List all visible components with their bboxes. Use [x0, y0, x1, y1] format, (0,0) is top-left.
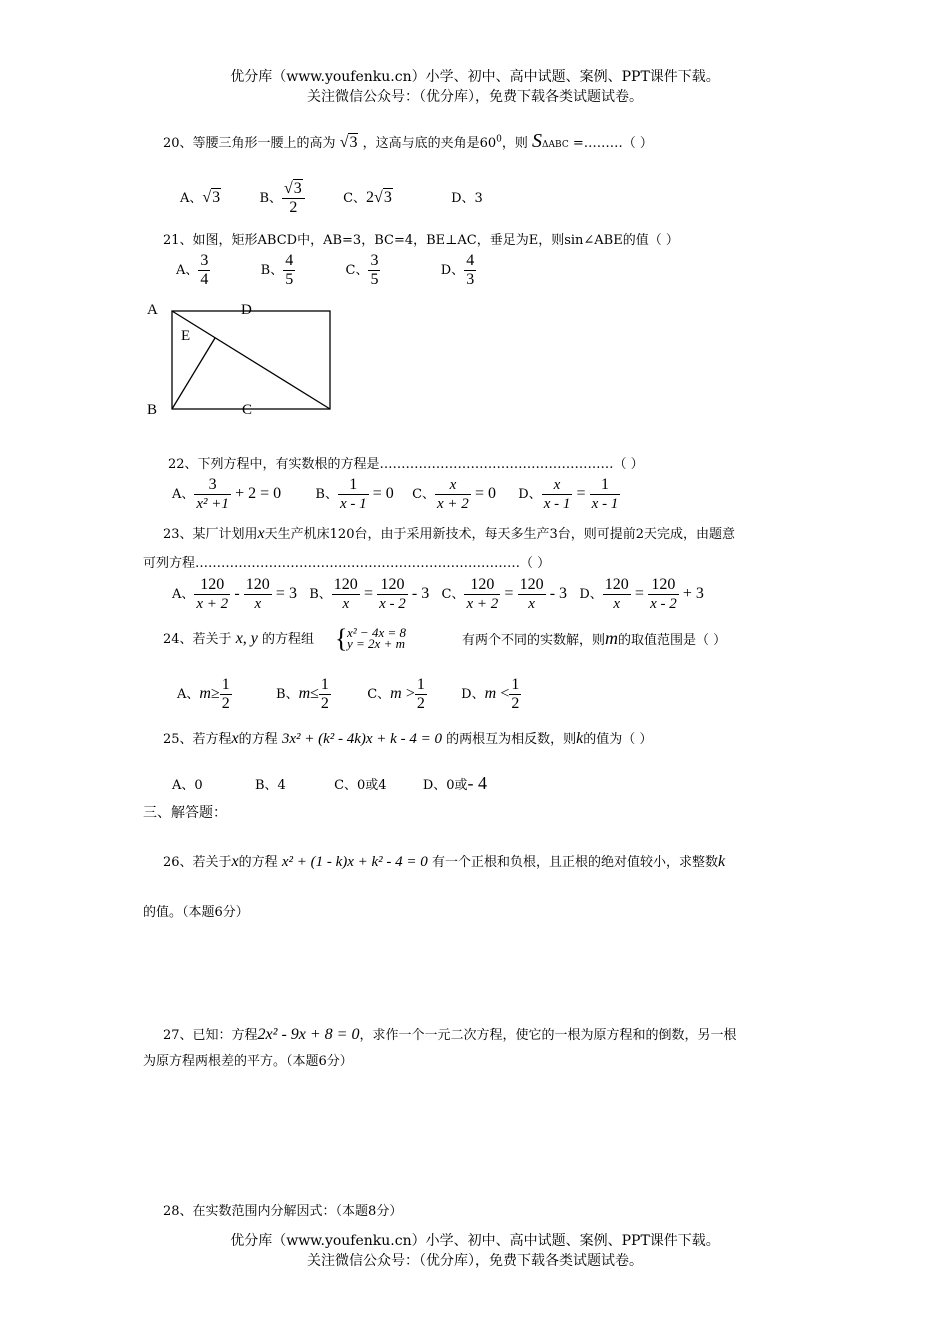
q21-option-c[interactable]: C、 $\frac{3}{5}$ [345, 252, 379, 288]
q25-option-d[interactable]: D、0或- 4 [422, 773, 488, 793]
q22-option-a[interactable]: A、 $\frac{3}{\text{x² +1}}$ + 2 = 0 [172, 476, 282, 512]
equation-q27: 2x² - 9x + 8 = 0 [257, 1026, 360, 1043]
question-24: 24、若关于 x, y 的方程组 [163, 630, 315, 647]
question-27-line-2: 为原方程两根差的平方。（本题6分） [143, 1054, 353, 1069]
q25-options [172, 773, 487, 794]
equation-q25: 3x² + (k² - 4k)x + k - 4 = 0 [281, 731, 442, 747]
question-28: 28、在实数范围内分解因式：（本题8分） [163, 1204, 403, 1219]
sqrt-3: √3 [339, 134, 358, 151]
q24-option-a[interactable]: A、m≥ $\frac{1}{2}$ [177, 676, 230, 712]
section-3-title: 三、解答题： [143, 805, 227, 821]
footer-line-1: 优分库（www.youfenku.cn）小学、初中、高中试题、案例、PPT课件下载。 [230, 1233, 720, 1249]
diagonal-ac [172, 311, 330, 409]
footer-line-2: 关注微信公众号：（优分库），免费下载各类试题试卷。 [307, 1253, 643, 1269]
q21-option-d[interactable]: D、 $\frac{4}{3}$ [440, 252, 475, 288]
label-a: A [147, 302, 158, 318]
q22-option-b[interactable]: B、 $\frac{1}{x - 1}$ = 0 [315, 476, 394, 512]
q23-option-a[interactable]: A、 $\frac{120}{x + 2}$ - $\frac{120}{x}$ = 3 [172, 576, 297, 612]
q24-options [177, 676, 521, 713]
question-23-line-2: 可列方程…………………………………………………………………（ ） [143, 556, 551, 571]
q22-option-c[interactable]: C、 $\frac{x}{x + 2}$ = 0 [412, 477, 496, 512]
q20-option-c[interactable]: C、2√3 [343, 189, 392, 206]
question-24-tail: 有两个不同的实数解，则m的取值范围是（ ） [462, 628, 727, 648]
question-22: 22、下列方程中，有实数根的方程是………………………………………………（ ） [168, 457, 644, 472]
q20-options [180, 180, 483, 217]
q23-option-b[interactable]: B、 $\frac{120}{x}$ = $\frac{120}{x - 2}$ - 3 [309, 576, 430, 612]
question-26-line-2: 的值。（本题6分） [143, 905, 249, 920]
q20-option-b[interactable]: B、 $\frac{√3}{2}$ [259, 191, 304, 206]
label-c: C [242, 402, 253, 418]
q21-option-b[interactable]: B、 $\frac{4}{5}$ [260, 252, 294, 288]
label-b: B [147, 402, 158, 418]
question-21: 21、如图，矩形ABCD中，AB=3，BC=4，BE⊥AC，垂足为E，则sin∠ABE的值（ ） [163, 233, 679, 248]
q22-option-d[interactable]: D、 $\frac{x}{x - 1}$ = $\frac{1}{x - 1}$ [518, 476, 619, 512]
q25-option-c[interactable]: C、0或4 [334, 778, 387, 793]
label-d: D [241, 302, 252, 318]
q23-options [172, 576, 704, 613]
question-27: 27、已知：方程2x² - 9x + 8 = 0，求作一个一元二次方程，使它的一根为原方程和的倒数，另一根 [163, 1026, 737, 1043]
header-line-2: 关注微信公众号：（优分库），免费下载各类试题试卷。 [307, 89, 643, 105]
question-25: 25、若方程x的方程 3x² + (k² - 4k)x + k - 4 = 0 的两根互为相反数，则k的值为（ ） [163, 730, 653, 747]
q20-option-a[interactable]: A、√3 [180, 189, 221, 206]
q23-option-d[interactable]: D、 $\frac{120}{x}$ = $\frac{120}{x - 2}$ + 3 [579, 576, 704, 612]
label-e: E [181, 328, 191, 344]
system-brace: { [335, 624, 348, 653]
q22-options [172, 476, 620, 513]
equation-q26: x² + (1 - k)x + k² - 4 = 0 [281, 854, 428, 870]
rectangle-diagram [140, 300, 340, 425]
q21-option-a[interactable]: A、 $\frac{3}{4}$ [176, 252, 209, 288]
question-20: 20、等腰三角形一腰上的高为 √3 ，这高与底的夹角是$60^0$，则 SΔABC =………（ ） [163, 130, 653, 152]
question-26: 26、若关于x的方程 x² + (1 - k)x + k² - 4 = 0 有一个正根和负根，且正根的绝对值较小，求整数k [163, 853, 726, 870]
header-line-1: 优分库（www.youfenku.cn）小学、初中、高中试题、案例、PPT课件下载。 [230, 69, 720, 85]
equation-system: { x² − 4x = 8 y = 2x + m [335, 624, 406, 653]
q24-option-d[interactable]: D、m < $\frac{1}{2}$ [461, 676, 520, 712]
q23-option-c[interactable]: C、 $\frac{120}{x + 2}$ = $\frac{120}{x}$ - 3 [441, 576, 568, 612]
segment-be [172, 338, 215, 409]
question-23-line-1: 23、某厂计划用x天生产机床120台，由于采用新技术，每天多生产3台，则可提前2天完成，由题意 [163, 525, 736, 542]
q20-option-d[interactable]: D、3 [451, 191, 483, 206]
q24-option-c[interactable]: C、m > $\frac{1}{2}$ [367, 676, 425, 712]
q25-option-a[interactable]: A、0 [172, 778, 203, 793]
q24-option-b[interactable]: B、m≤ $\frac{1}{2}$ [276, 676, 329, 712]
q21-options [176, 252, 476, 289]
q25-option-b[interactable]: B、4 [254, 778, 286, 793]
